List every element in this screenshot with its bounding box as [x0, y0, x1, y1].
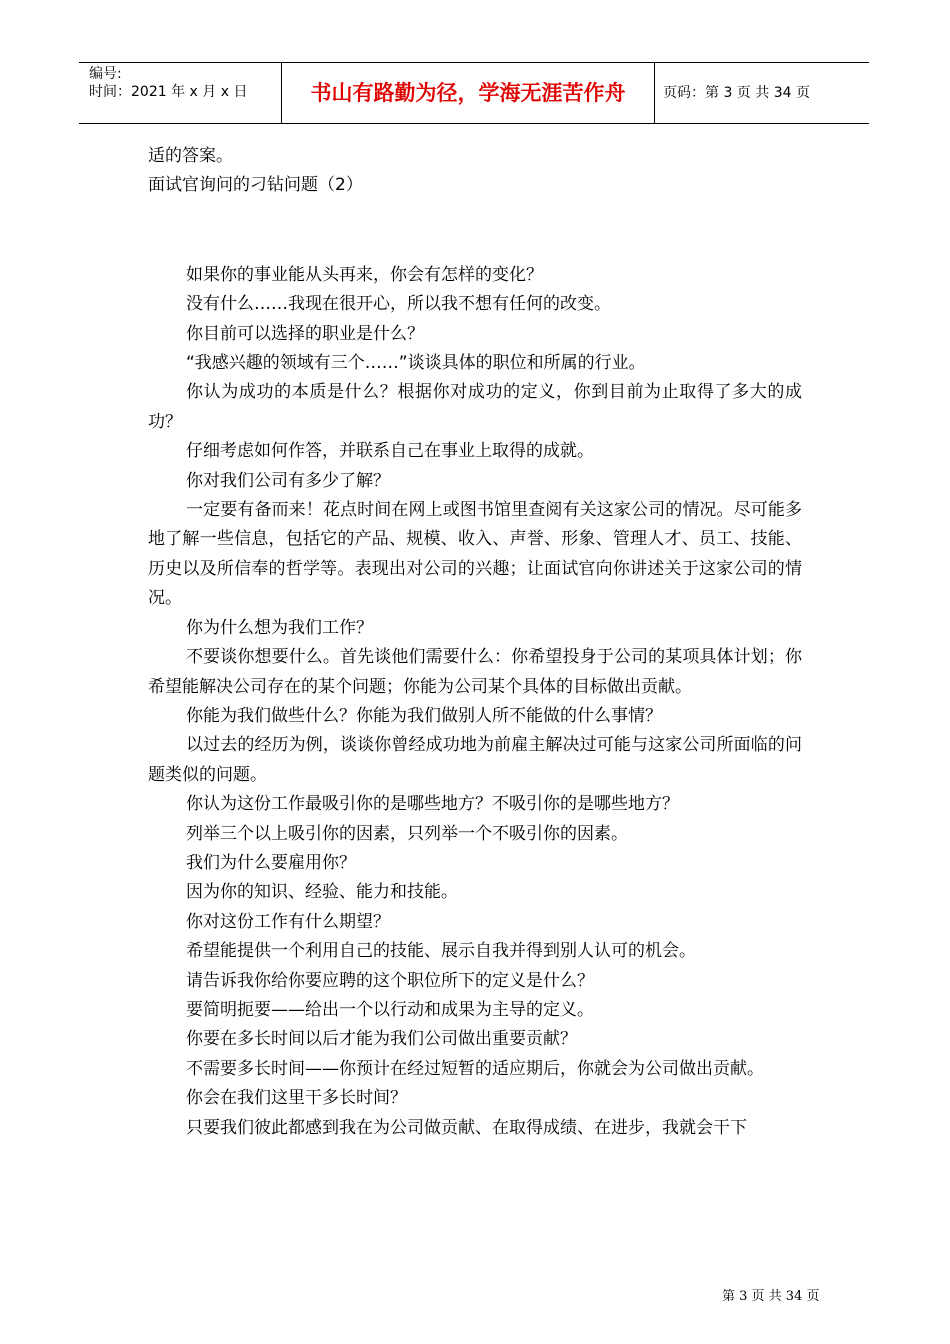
header-meta-cell [79, 63, 281, 123]
answer-paragraph: 仔细考虑如何作答，并联系自己在事业上取得的成就。 [186, 441, 594, 462]
question-paragraph: 我们为什么要雇用你？ [186, 852, 356, 873]
answer-paragraph: 只要我们彼此都感到我在为公司做贡献、在取得成绩、在进步，我就会干下 [186, 1117, 747, 1138]
question-paragraph: 你目前可以选择的职业是什么？ [186, 323, 424, 344]
question-paragraph: 如果你的事业能从头再来，你会有怎样的变化？ [186, 264, 543, 285]
answer-paragraph: 希望能提供一个利用自己的技能、展示自我并得到别人认可的机会。 [186, 941, 696, 962]
header-motto-cell [281, 63, 655, 123]
header-motto: 书山有路勤为径，学海无涯苦作舟 [310, 81, 626, 105]
answer-paragraph: 一定要有备而来！花点时间在网上或图书馆里查阅有关这家公司的情况。尽可能多地了解一些信息，包括它的产品、规模、收入、声誉、形象、管理人才、员工、技能、历史以及所信奉的哲学等。表现出对公司的兴趣；让面试官向你讲述关于这家公司的情况。 [148, 500, 802, 609]
header-page-info: 页码：第 3 页 共 34 页 [663, 85, 810, 101]
header-page-cell [654, 63, 869, 123]
question-paragraph: 你认为这份工作最吸引你的是哪些地方？不吸引你的是哪些地方？ [186, 794, 679, 815]
question-paragraph: 你能为我们做些什么？你能为我们做别人所不能做的什么事情？ [186, 705, 662, 726]
answer-paragraph: 不需要多长时间——你预计在经过短暂的适应期后，你就会为公司做出贡献。 [186, 1058, 764, 1079]
document-time-label: 时间：2021 年 x 月 x 日 [89, 84, 248, 100]
section-spacer [148, 201, 802, 261]
answer-paragraph: 列举三个以上吸引你的因素，只列举一个不吸引你的因素。 [186, 823, 628, 844]
question-paragraph: 你认为成功的本质是什么？根据你对成功的定义，你到目前为止取得了多大的成功？ [148, 382, 802, 432]
answer-paragraph: 没有什么……我现在很开心，所以我不想有任何的改变。 [186, 294, 611, 315]
question-paragraph: 你对我们公司有多少了解？ [186, 470, 390, 491]
document-number-label: 编号: [89, 66, 122, 82]
question-paragraph: 你对这份工作有什么期望？ [186, 911, 390, 932]
body-line: 适的答案。 [148, 146, 233, 166]
page-footer: 第 3 页 共 34 页 [722, 1289, 820, 1304]
question-paragraph: 你要在多长时间以后才能为我们公司做出重要贡献？ [186, 1029, 577, 1050]
answer-paragraph: 以过去的经历为例，谈谈你曾经成功地为前雇主解决过可能与这家公司所面临的问题类似的问题。 [148, 735, 802, 785]
section-title: 面试官询问的刁钻问题（2） [148, 175, 363, 196]
question-paragraph: 你会在我们这里干多长时间？ [186, 1088, 407, 1109]
document-body [148, 142, 802, 1143]
question-paragraph: 你为什么想为我们工作？ [186, 617, 373, 638]
answer-paragraph: “我感兴趣的领域有三个……”谈谈具体的职位和所属的行业。 [186, 353, 646, 374]
question-paragraph: 请告诉我你给你要应聘的这个职位所下的定义是什么？ [186, 970, 594, 991]
answer-paragraph: 要简明扼要——给出一个以行动和成果为主导的定义。 [186, 999, 594, 1020]
answer-paragraph: 不要谈你想要什么。首先谈他们需要什么：你希望投身于公司的某项具体计划；你希望能解决公司存在的某个问题；你能为公司某个具体的目标做出贡献。 [148, 647, 802, 697]
page-header [79, 62, 869, 124]
answer-paragraph: 因为你的知识、经验、能力和技能。 [186, 882, 458, 903]
